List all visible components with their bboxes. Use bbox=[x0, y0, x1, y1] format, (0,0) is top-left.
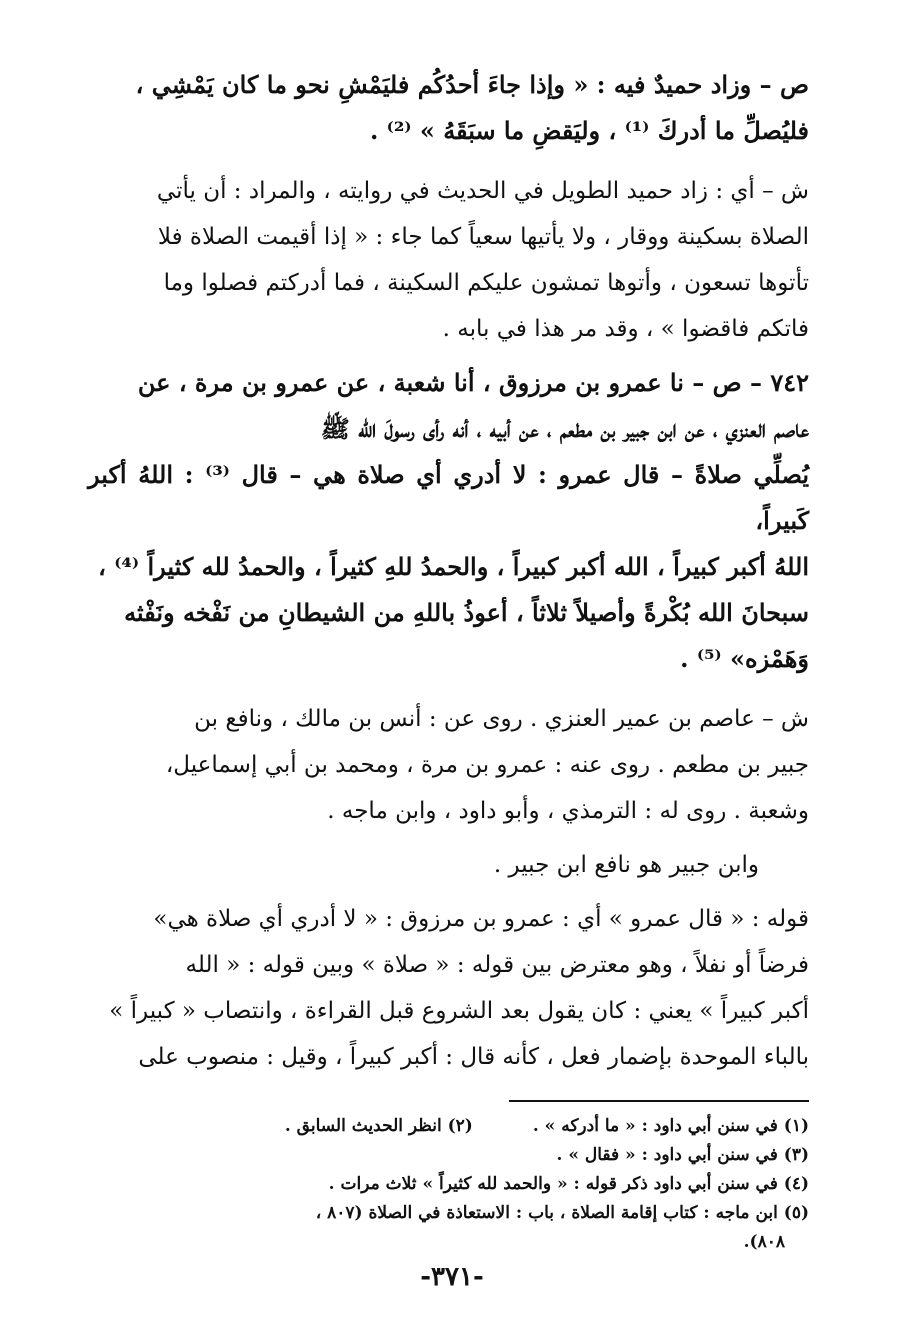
footnote-5: (٥) ابن ماجه : كتاب إقامة الصلاة ، باب : الاستعاذة في الصلاة (٨٠٧ ، bbox=[315, 1203, 809, 1223]
paragraph-hadith-742 bbox=[88, 360, 809, 682]
text-line: جبير بن مطعم . روى عنه : عمرو بن مرة ، ومحمد بن أبي إسماعيل، bbox=[165, 752, 809, 778]
paragraph-sharh-2 bbox=[88, 696, 809, 834]
text-line: وابن جبير هو نافع ابن جبير . bbox=[493, 852, 759, 878]
text-line: ٧٤٢ – ص – نا عمرو بن مرزوق ، أنا شعبة ، عن عمرو بن مرة ، عن bbox=[137, 368, 809, 397]
text-line: فاتكم فاقضوا » ، وقد مر هذا في بابه . bbox=[442, 316, 809, 342]
footnote-4: (٤) في سنن أبي داود ذكر قوله : « والحمد لله كثيراً » ثلاث مرات . bbox=[328, 1174, 809, 1194]
footnote-2: (٢) انظر الحديث السابق . bbox=[284, 1116, 473, 1136]
text-line: ش – عاصم بن عمير العنزي . روى عن : أنس بن مالك ، ونافع بن bbox=[194, 706, 809, 732]
paragraph-sharh-4 bbox=[88, 896, 809, 1080]
footnote-1: (١) في سنن أبي داود : « ما أدركه » . bbox=[532, 1116, 809, 1136]
text-line: فرضاً أو نفلاً ، وهو معترض بين قوله : « صلاة » وبين قوله : « الله bbox=[185, 952, 809, 978]
text-line: ص – وزاد حميدٌ فيه : « وإذا جاءَ أحدُكُم فليَمْشِ نحو ما كان يَمْشِي ، bbox=[135, 70, 809, 99]
paragraph-sharh-3 bbox=[88, 842, 809, 888]
paragraph-sharh-1 bbox=[88, 168, 809, 352]
text-line: بالباء الموحدة بإضمار فعل ، كأنه قال : أكبر كبيراً ، وقيل : منصوب على bbox=[138, 1044, 809, 1070]
footnote-row bbox=[88, 1112, 809, 1141]
page-number: -٣٧١- bbox=[420, 1262, 484, 1292]
paragraph-matn-1 bbox=[88, 62, 809, 154]
text-line: تأتوها تسعون ، وأتوها تمشون عليكم السكينة ، فما أدركتم فصلوا وما bbox=[163, 270, 809, 296]
text-line: الصلاة بسكينة ووقار ، ولا يأتيها سعياً كما جاء : « إذا أقيمت الصلاة فلا bbox=[157, 224, 809, 250]
footnote-divider bbox=[509, 1100, 809, 1102]
text-line: يُصلِّي صلاةً – قال عمرو : لا أدري أي صلاة هي – قال ⁽³⁾ : اللهُ أكبر كَبيراً، bbox=[88, 460, 809, 535]
text-line: عاصم العنزي ، عن ابن جبير بن مطعم ، عن أبيه ، أنه رأى رسولَ الله ﷺ bbox=[320, 414, 809, 443]
text-line: ش – أي : زاد حميد الطويل في الحديث في روايته ، والمراد : أن يأتي bbox=[156, 178, 809, 204]
text-line: سبحانَ الله بُكْرةً وأصيلاً ثلاثاً ، أعوذُ باللهِ من الشيطانِ من نَفْخه ونَفْثه bbox=[124, 598, 809, 627]
text-line: وشعبة . روى له : الترمذي ، وأبو داود ، وابن ماجه . bbox=[327, 798, 809, 824]
text-line: فليُصلِّ ما أدركَ ⁽¹⁾ ، وليَقضِ ما سبَقَهُ » ⁽²⁾ . bbox=[369, 116, 809, 145]
text-line: أكبر كبيراً » يعني : كان يقول بعد الشروع قبل القراءة ، وانتصاب « كبيراً » bbox=[109, 998, 809, 1024]
text-line: اللهُ أكبر كبيراً ، الله أكبر كبيراً ، والحمدُ للهِ كثيراً ، والحمدُ لله كثيراً ⁽⁴⁾ ، bbox=[98, 552, 809, 581]
footnotes bbox=[88, 1112, 809, 1257]
text-line: قوله : « قال عمرو » أي : عمرو بن مرزوق : « لا أدري أي صلاة هي» bbox=[153, 906, 809, 932]
footnote-5-continued: ٨٠٨). bbox=[743, 1232, 785, 1252]
footnote-3: (٣) في سنن أبي داود : « فقال » . bbox=[556, 1145, 809, 1165]
text-line: وَهَمْزه» ⁽⁵⁾ . bbox=[680, 644, 809, 673]
